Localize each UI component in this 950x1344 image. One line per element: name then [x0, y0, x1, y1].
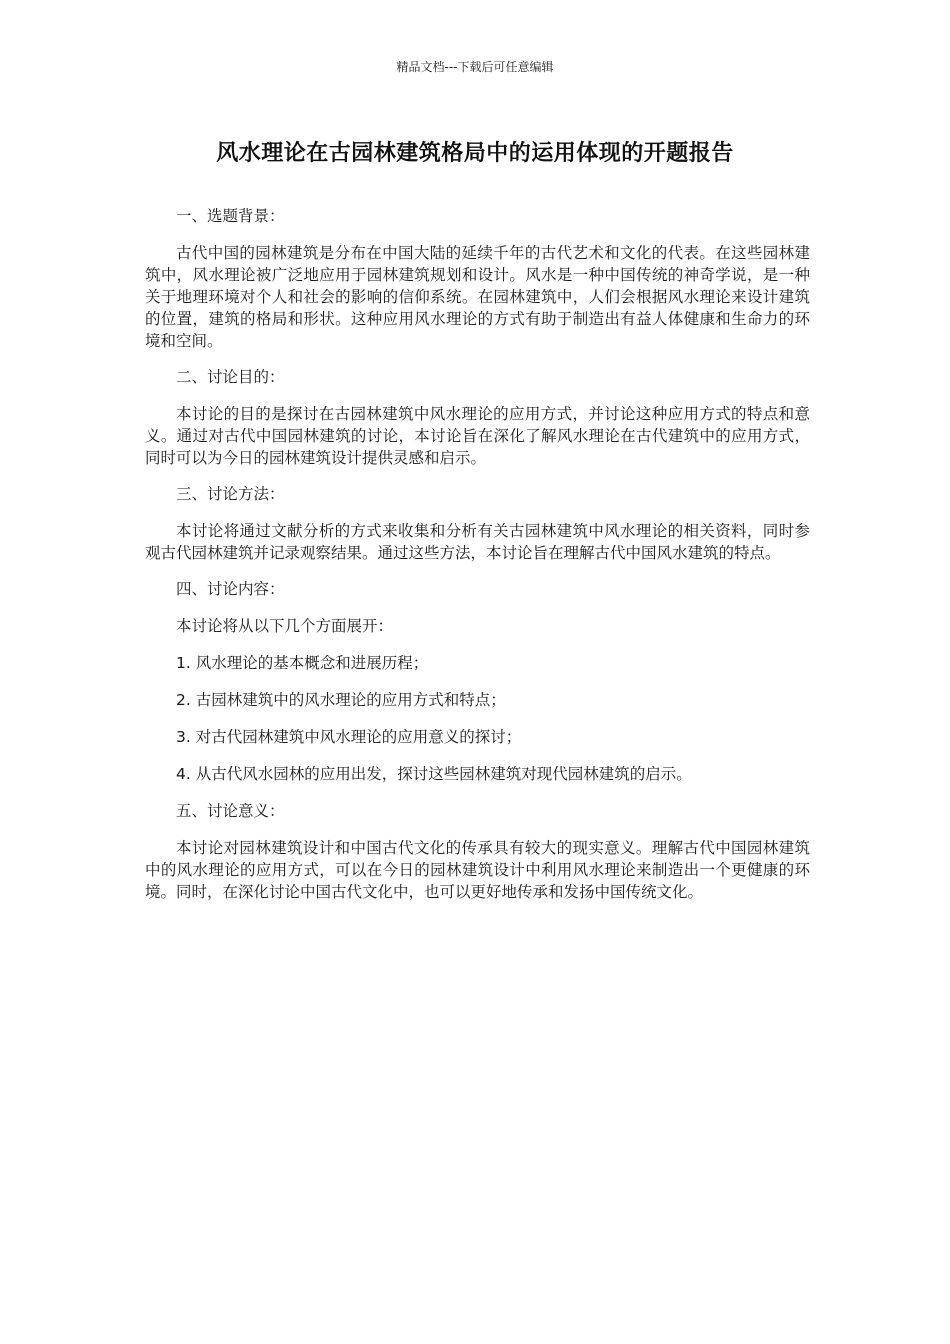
section-paragraph-purpose: 本讨论的目的是探讨在古园林建筑中风水理论的应用方式，并讨论这种应用方式的特点和意义。通过对古代中国园林建筑的讨论，本讨论旨在深化了解风水理论在古代建筑中的应用方式，同时可以为今日的园林建筑设计提供灵感和启示。: [145, 405, 810, 467]
section-heading-background: 一、选题背景：: [176, 207, 285, 225]
section-paragraph-significance: 本讨论对园林建筑设计和中国古代文化的传承具有较大的现实意义。理解古代中国园林建筑中的风水理论的应用方式，可以在今日的园林建筑设计中利用风水理论来制造出一个更健康的环境。同时，在深化讨论中国古代文化中，也可以更好地传承和发扬中国传统文化。: [145, 839, 810, 901]
section-heading-method: 三、讨论方法：: [176, 485, 285, 503]
section-paragraph-method: 本讨论将通过文献分析的方式来收集和分析有关古园林建筑中风水理论的相关资料，同时参观古代园林建筑并记录观察结果。通过这些方法，本讨论旨在理解古代中国风水建筑的特点。: [145, 522, 810, 562]
section-paragraph-background: 古代中国的园林建筑是分布在中国大陆的延续千年的古代艺术和文化的代表。在这些园林建筑中，风水理论被广泛地应用于园林建筑规划和设计。风水是一种中国传统的神奇学说，是一种关于地理环境对个人和社会的影响的信仰系统。在园林建筑中，人们会根据风水理论来设计建筑的位置，建筑的格局和形状。这种应用风水理论的方式有助于制造出有益人体健康和生命力的环境和空间。: [145, 244, 810, 350]
section-heading-content: 四、讨论内容：: [176, 580, 285, 598]
list-item: 4. 从古代风水园林的应用出发，探讨这些园林建筑对现代园林建筑的启示。: [176, 765, 692, 783]
section-heading-significance: 五、讨论意义：: [176, 802, 285, 820]
document-body: [145, 205, 810, 917]
list-item: 2. 古园林建筑中的风水理论的应用方式和特点；: [176, 691, 506, 709]
list-item: 1. 风水理论的基本概念和进展历程；: [176, 654, 429, 672]
document-title: 风水理论在古园林建筑格局中的运用体现的开题报告: [216, 141, 734, 166]
header-note: 精品文档---下载后可任意编辑: [396, 60, 554, 74]
section-intro-content: 本讨论将从以下几个方面展开：: [176, 617, 394, 635]
section-heading-purpose: 二、讨论目的：: [176, 368, 285, 386]
list-item: 3. 对古代园林建筑中风水理论的应用意义的探讨；: [176, 728, 522, 746]
